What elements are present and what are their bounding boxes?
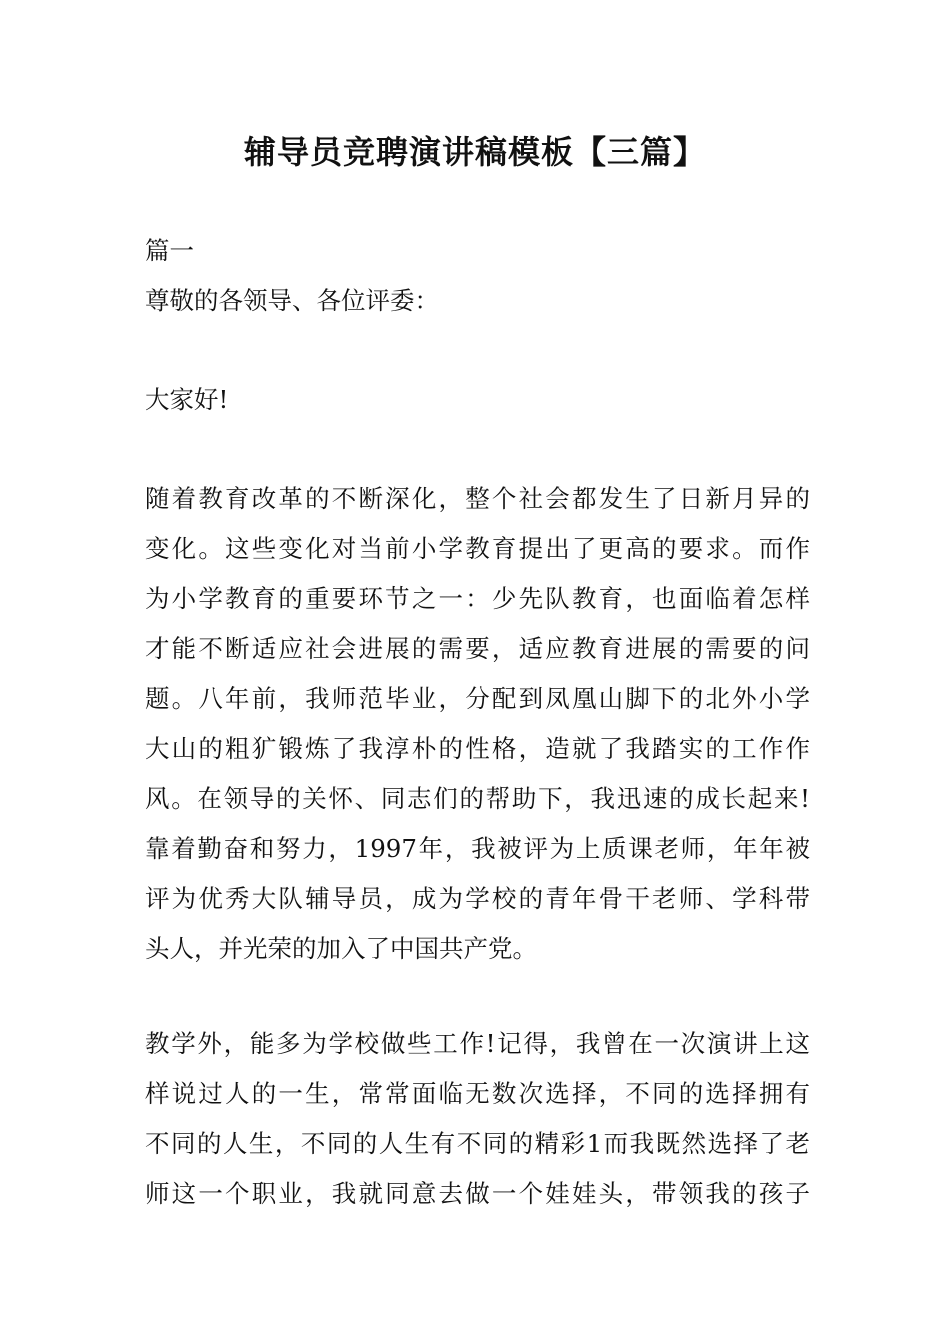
paragraph-line: 教学外，能多为学校做些工作!记得，我曾在一次演讲上这 xyxy=(145,1029,810,1058)
greeting: 大家好! xyxy=(145,385,229,414)
paragraph-line: 头人，并光荣的加入了中国共产党。 xyxy=(145,934,537,963)
paragraph-line: 才能不断适应社会进展的需要，适应教育进展的需要的问 xyxy=(145,634,810,663)
paragraph-line: 评为优秀大队辅导员，成为学校的青年骨干老师、学科带 xyxy=(145,884,810,913)
paragraph-line: 变化。这些变化对当前小学教育提出了更高的要求。而作 xyxy=(145,534,810,563)
paragraph-2 xyxy=(145,1019,810,1219)
paragraph-line: 师这一个职业，我就同意去做一个娃娃头，带领我的孩子 xyxy=(145,1179,810,1208)
paragraph-line: 题。八年前，我师范毕业，分配到凤凰山脚下的北外小学 xyxy=(145,684,810,713)
salutation: 尊敬的各领导、各位评委： xyxy=(145,286,439,315)
paragraph-line: 风。在领导的关怀、同志们的帮助下，我迅速的成长起来! xyxy=(145,784,810,813)
paragraph-line: 为小学教育的重要环节之一：少先队教育，也面临着怎样 xyxy=(145,584,810,613)
paragraph-line: 不同的人生，不同的人生有不同的精彩1而我既然选择了老 xyxy=(145,1129,810,1158)
paragraph-line: 大山的粗犷锻炼了我淳朴的性格，造就了我踏实的工作作 xyxy=(145,734,810,763)
chapter-label: 篇一 xyxy=(145,236,194,265)
paragraph-line: 随着教育改革的不断深化，整个社会都发生了日新月异的 xyxy=(145,484,810,513)
paragraph-line: 样说过人的一生，常常面临无数次选择，不同的选择拥有 xyxy=(145,1079,810,1108)
paragraph-1 xyxy=(145,474,810,974)
paragraph-line: 靠着勤奋和努力，1997年，我被评为上质课老师，年年被 xyxy=(145,834,810,863)
document-title: 辅导员竞聘演讲稿模板【三篇】 xyxy=(243,133,706,171)
